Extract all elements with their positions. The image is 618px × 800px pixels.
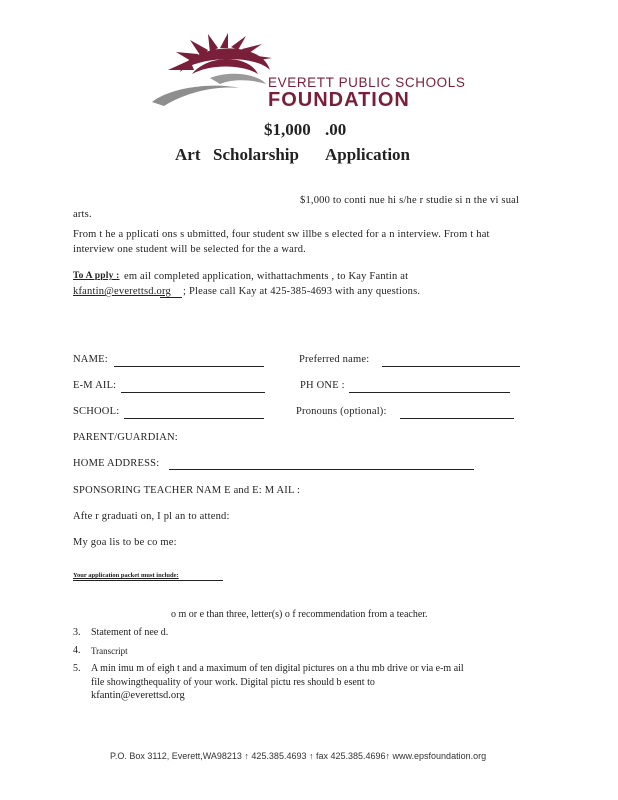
- apply-label: To A pply :: [73, 271, 120, 281]
- title-word-application: Application: [325, 145, 411, 164]
- home-address-field[interactable]: [169, 469, 474, 470]
- phone-label: PH ONE :: [300, 380, 345, 391]
- packet-item-4-num: 4.: [73, 645, 81, 656]
- intro-line-4: interview one student will be selected for the a ward.: [73, 244, 306, 255]
- email-field[interactable]: [121, 392, 265, 393]
- apply-email-link[interactable]: kfantin@everettsd.org: [73, 286, 171, 297]
- org-name-line1: EVERETT PUBLIC SCHOOLS: [268, 75, 466, 90]
- pronouns-label: Pronouns (optional):: [296, 406, 387, 417]
- sponsoring-teacher-label: SPONSORING TEACHER NAM E and E: M AIL :: [73, 485, 301, 496]
- org-name-line2: FOUNDATION: [268, 89, 410, 111]
- preferred-name-field[interactable]: [382, 366, 520, 367]
- packet-heading: Your application packet must include:: [73, 572, 179, 579]
- after-graduation-label: Afte r graduati on, I pl an to attend:: [73, 511, 230, 522]
- apply-text-2: ; Please call Kay at 425-385-4693 with any questions.: [183, 286, 421, 297]
- home-address-label: HOME ADDRESS:: [73, 458, 160, 469]
- footer-contact: P.O. Box 3112, Everett,WA98213 ↑ 425.385.4693 ↑ fax 425.385.4696↑ www.epsfoundation.org: [110, 751, 487, 761]
- packet-item-3-text: Statement of nee d.: [91, 627, 169, 638]
- intro-line-3: From t he a pplicati ons s ubmitted, four student sw illbe s elected for a n interview. From t hat: [73, 229, 490, 240]
- preferred-name-label: Preferred name:: [299, 354, 370, 365]
- logo-arc-icon: [150, 30, 280, 115]
- title-word-art: Art: [175, 145, 201, 164]
- packet-item-5-line2: file showingthequality of your work. Digital pictu res should b esent to: [91, 677, 375, 688]
- packet-item-4-text: Transcript: [91, 646, 128, 656]
- packet-item-5-text: A min imu m of eigh t and a maximum of ten digital pictures on a thu mb drive or via e-m ail: [91, 663, 464, 674]
- phone-field[interactable]: [349, 392, 510, 393]
- title-amount-b: .00: [325, 120, 347, 139]
- packet-heading-underline: [73, 580, 223, 581]
- parent-guardian-label: PARENT/GUARDIAN:: [73, 432, 178, 443]
- email-label: E-M AIL:: [73, 380, 117, 391]
- name-label: NAME:: [73, 354, 108, 365]
- title-word-scholarship: Scholarship: [213, 145, 299, 164]
- goal-label: My goa lis to be co me:: [73, 537, 177, 548]
- school-label: SCHOOL:: [73, 406, 120, 417]
- foundation-logo: [150, 30, 470, 115]
- school-field[interactable]: [124, 418, 264, 419]
- pronouns-field[interactable]: [400, 418, 514, 419]
- packet-item-5-num: 5.: [73, 663, 81, 674]
- packet-item-3-num: 3.: [73, 627, 81, 638]
- name-field[interactable]: [114, 366, 264, 367]
- apply-text-1: em ail completed application, withattachments , to Kay Fantin at: [124, 271, 409, 282]
- title-amount-a: $1,000: [264, 120, 311, 139]
- apply-email-underline: [160, 297, 182, 298]
- packet-item-5-email[interactable]: kfantin@everettsd.org: [91, 690, 185, 701]
- packet-item-recommendation: o m or e than three, letter(s) o f recommendation from a teacher.: [171, 609, 428, 620]
- intro-line-2: arts.: [73, 209, 92, 220]
- intro-line-1: $1,000 to conti nue hi s/he r studie si n the vi sual: [300, 195, 520, 206]
